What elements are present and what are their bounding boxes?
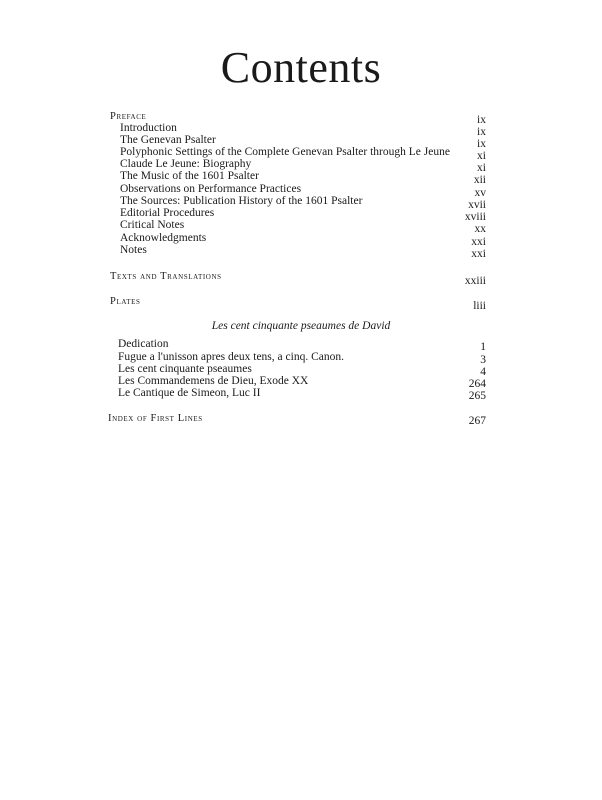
section-subtitle: Les cent cinquante pseaumes de David xyxy=(211,320,391,332)
toc-page-number: 264 xyxy=(468,378,486,390)
toc-entry[interactable] xyxy=(118,338,486,351)
toc-entry[interactable] xyxy=(120,170,486,186)
toc-entry-label: Observations on Performance Practices xyxy=(120,183,302,195)
toc-entry-label: Introduction xyxy=(120,122,177,134)
toc-page-number: xviii xyxy=(464,211,486,223)
toc-entry-index[interactable] xyxy=(108,412,486,426)
toc-entry-label: Notes xyxy=(120,244,147,256)
toc-entry-label: Fugue a l'unisson apres deux tens, a cinq. Canon. xyxy=(118,351,344,363)
toc-heading-label: Texts and Translations xyxy=(110,271,222,282)
toc-entry-label: Les cent cinquante pseaumes xyxy=(118,363,252,375)
toc-page-number: xx xyxy=(474,223,486,235)
toc-page-number: 265 xyxy=(468,390,486,402)
toc-page-number: xi xyxy=(477,162,486,174)
toc-entry-label: Acknowledgments xyxy=(120,232,207,244)
toc-page-number: liii xyxy=(473,300,486,312)
toc-page-number: xxi xyxy=(471,248,486,260)
toc-entry-label: Dedication xyxy=(118,338,169,350)
toc-page-number: 1 xyxy=(480,341,486,353)
toc-page-number: 3 xyxy=(480,354,486,366)
toc-entry[interactable] xyxy=(120,244,486,260)
toc-page-number: 267 xyxy=(468,415,486,427)
toc-entry-plates[interactable] xyxy=(110,295,486,312)
toc-page-number: xii xyxy=(473,174,486,186)
toc-entry-label: Critical Notes xyxy=(120,219,185,231)
page-title: Contents xyxy=(220,43,382,92)
toc-entry-label: Claude Le Jeune: Biography xyxy=(120,158,252,170)
toc-heading-label: Plates xyxy=(110,296,141,307)
toc-entry-label: Editorial Procedures xyxy=(120,207,215,219)
toc-heading-label: Preface xyxy=(110,111,147,122)
toc-entry-label: Les Commandemens de Dieu, Exode XX xyxy=(118,375,309,387)
toc-page-number: xi xyxy=(477,150,486,162)
toc-entry-label: The Sources: Publication History of the 1601 Psalter xyxy=(120,195,363,207)
toc-page-number: xxiii xyxy=(464,275,486,287)
toc-entry-label: Polyphonic Settings of the Complete Genevan Psalter through Le Jeune xyxy=(120,146,450,158)
toc-entry-label: Le Cantique de Simeon, Luc II xyxy=(118,387,261,399)
toc-entry-texts-translations[interactable] xyxy=(110,270,486,287)
toc-entry[interactable] xyxy=(118,387,486,400)
toc-entry-label: The Genevan Psalter xyxy=(120,134,216,146)
toc-entry[interactable] xyxy=(120,219,486,235)
toc-heading-label: Index of First Lines xyxy=(108,413,203,424)
toc-page-number: xvii xyxy=(468,199,486,211)
toc-page-number: ix xyxy=(477,114,486,126)
toc-entry-label: The Music of the 1601 Psalter xyxy=(120,170,259,182)
toc-page-number: xv xyxy=(474,187,486,199)
toc-page-number: 4 xyxy=(480,366,486,378)
toc-page-number: xxi xyxy=(471,236,486,248)
toc-page-number: ix xyxy=(477,138,486,150)
toc-page-number: ix xyxy=(477,126,486,138)
